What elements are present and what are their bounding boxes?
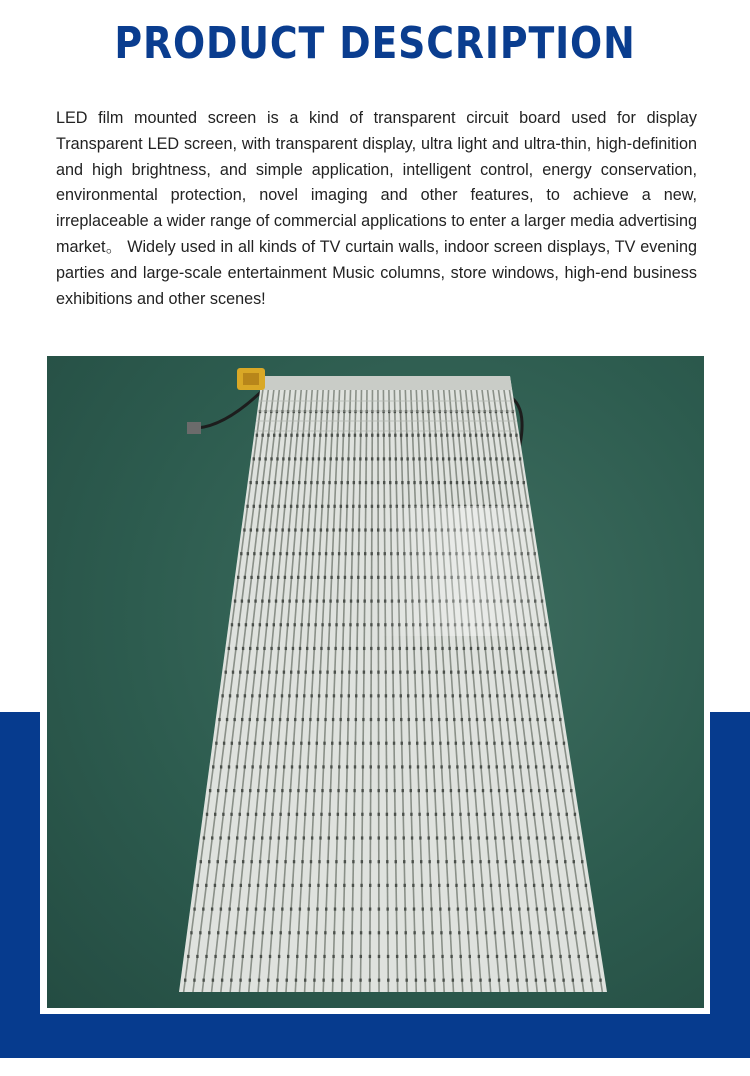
product-description-text: LED film mounted screen is a kind of transparent circuit board used for display Transparent LED screen, with transparent display, ultra light and ultra-thin, high-definition and high brightness, and simple application, intelligent control, energy conservation, environmental protection, novel imaging and other features, to achieve a new, irreplaceable a wider range of commercial applications to enter a larger media advertising market。 Widely used in all kinds of TV curtain walls, indoor screen displays, TV evening parties and large-scale entertainment Music columns, store windows, high-end business exhibitions and other scenes! xyxy=(56,109,697,308)
page-title: PRODUCT DESCRIPTION xyxy=(114,18,636,69)
product-photo xyxy=(47,356,704,1008)
led-film-panel-icon xyxy=(47,356,704,1008)
